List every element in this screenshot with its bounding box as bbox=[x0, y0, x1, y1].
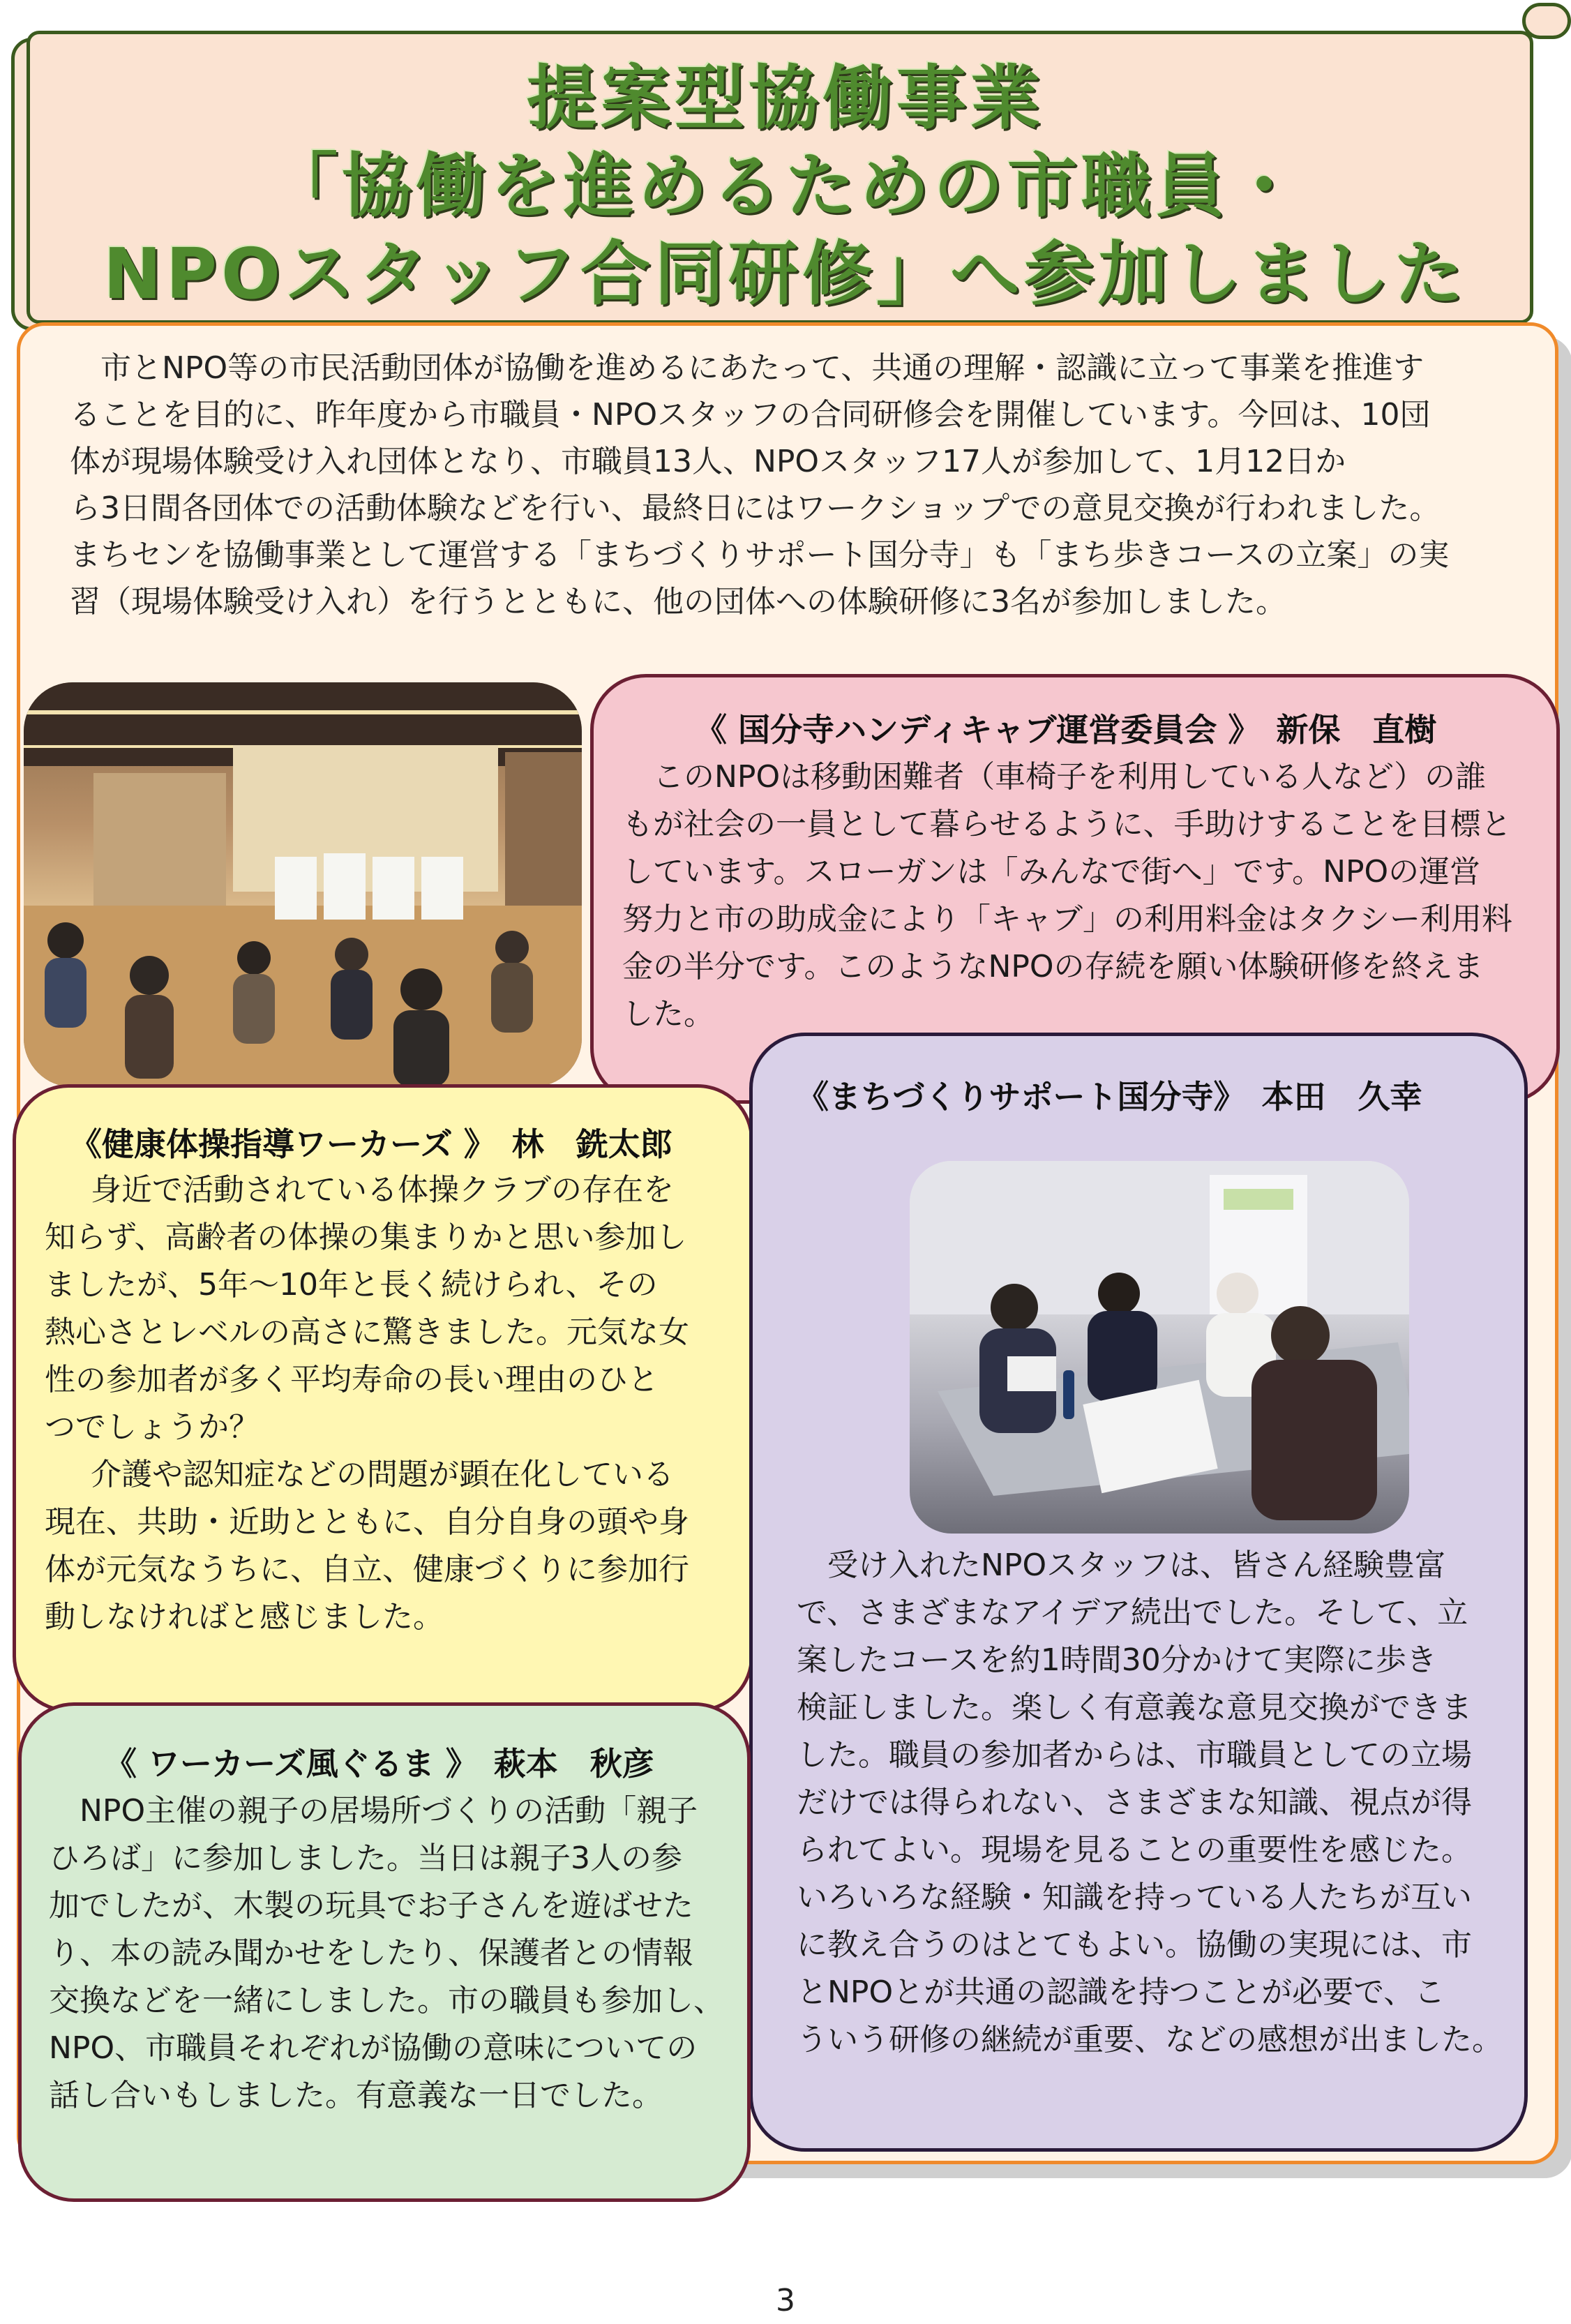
health-exercise-line: 体が元気なうちに、自立、健康づくりに参加行 bbox=[45, 1552, 689, 1587]
intro-line: ら3日間各団体での活動体験などを行い、最終日にはワークショップでの意見交換が行われました。 bbox=[70, 490, 1441, 526]
machizukuri-line: 受け入れたNPOスタッフは、皆さん経験豊富 bbox=[827, 1547, 1446, 1583]
kazaguruma-heading: 《 ワーカーズ風ぐるま 》 萩本 秋彦 bbox=[105, 1745, 654, 1783]
handicab-line: しています。スローガンは「みんなで街へ」です。NPOの運営 bbox=[622, 854, 1481, 890]
intro-line: まちセンを協働事業として運営する「まちづくりサポート国分寺」も「まち歩きコースの立案」の実 bbox=[70, 537, 1450, 573]
machizukuri-line: で、さまざまなアイデア続出でした。そして、立 bbox=[797, 1595, 1468, 1630]
machizukuri-line: ういう研修の継続が重要、などの感想が出ました。 bbox=[797, 2022, 1503, 2057]
machizukuri-line: した。職員の参加者からは、市職員としての立場 bbox=[797, 1737, 1472, 1773]
handicab-heading: 《 国分寺ハンディキャブ運営委員会 》 新保 直樹 bbox=[695, 711, 1437, 749]
health-exercise-line: 身近で活動されている体操クラブの存在を bbox=[91, 1172, 674, 1208]
machizukuri-line: とNPOとが共通の認識を持つことが必要で、こ bbox=[797, 1974, 1445, 2010]
kazaguruma-text bbox=[49, 1787, 739, 2120]
meeting-table-photo bbox=[910, 1161, 1409, 1534]
kazaguruma-line: NPO主催の親子の居場所づくりの活動「親子 bbox=[80, 1793, 698, 1829]
handicab-line: 金の半分です。このようなNPOの存続を願い体験研修を終えま bbox=[622, 949, 1484, 984]
intro-paragraph bbox=[70, 345, 1514, 625]
machizukuri-text bbox=[797, 1542, 1515, 2064]
kazaguruma-line: り、本の読み聞かせをしたり、保護者との情報 bbox=[49, 1935, 693, 1971]
scroll-roll-top bbox=[1522, 3, 1571, 39]
health-exercise-line: 知らず、高齢者の体操の集まりかと思い参加し bbox=[45, 1220, 687, 1255]
health-exercise-line: 介護や認知症などの問題が顕在化している bbox=[91, 1457, 674, 1492]
machizukuri-line: だけでは得られない、さまざまな知識、視点が得 bbox=[797, 1785, 1472, 1820]
machizukuri-line: られてよい。現場を見ることの重要性を感じた。 bbox=[797, 1832, 1472, 1868]
kazaguruma-line: 加でしたが、木製の玩具でお子さんを遊ばせた bbox=[49, 1888, 693, 1924]
title-line-2: 「協働を進めるための市職員・ bbox=[268, 145, 1303, 227]
health-exercise-heading: 《健康体操指導ワーカーズ 》 林 銑太郎 bbox=[70, 1125, 672, 1163]
intro-line: 習（現場体験受け入れ）を行うとともに、他の団体への体験研修に3名が参加しました。 bbox=[70, 584, 1286, 620]
machizukuri-line: 検証しました。楽しく有意義な意見交換ができま bbox=[797, 1690, 1472, 1725]
handicab-line: 努力と市の助成金により「キャブ」の利用料金はタクシー利用料 bbox=[622, 901, 1512, 937]
health-exercise-line: 現在、共助・近助とともに、自分自身の頭や身 bbox=[45, 1504, 689, 1540]
health-exercise-line: つでしょうか？ bbox=[45, 1409, 260, 1445]
handicab-line: このNPOは移動困難者（車椅子を利用している人など）の誰 bbox=[653, 759, 1487, 795]
title-line-3: NPOスタッフ合同研修」へ参加しました bbox=[103, 233, 1468, 315]
health-exercise-text bbox=[45, 1167, 735, 1641]
health-exercise-line: 動しなければと感じました。 bbox=[45, 1599, 444, 1635]
workshop-hall-illustration bbox=[24, 682, 582, 1087]
handicab-text bbox=[622, 754, 1543, 1038]
kazaguruma-line: 話し合いもしました。有意義な一日でした。 bbox=[49, 2078, 663, 2113]
title-line-1: 提案型協働事業 bbox=[527, 57, 1044, 139]
kazaguruma-line: ひろば」に参加しました。当日は親子3人の参 bbox=[49, 1841, 682, 1876]
machizukuri-line: いろいろな経験・知識を持っている人たちが互い bbox=[797, 1880, 1472, 1915]
handicab-line: もが社会の一員として暮らせるように、手助けすることを目標と bbox=[622, 807, 1512, 842]
meeting-table-illustration bbox=[910, 1161, 1409, 1534]
machizukuri-heading: 《まちづくりサポート国分寺》 本田 久幸 bbox=[797, 1078, 1422, 1116]
kazaguruma-line: 交換などを一緒にしました。市の職員も参加し、 bbox=[49, 1983, 724, 2018]
intro-line: 市とNPO等の市民活動団体が協働を進めるにあたって、共通の理解・認識に立って事業を推進す bbox=[100, 350, 1425, 386]
page-number: 3 bbox=[776, 2283, 795, 2318]
health-exercise-line: 性の参加者が多く平均寿命の長い理由のひと bbox=[45, 1362, 659, 1397]
health-exercise-line: 熱心さとレベルの高さに驚きました。元気な女 bbox=[45, 1314, 689, 1350]
intro-line: ることを目的に、昨年度から市職員・NPOスタッフの合同研修会を開催しています。今回は、10団 bbox=[70, 397, 1431, 433]
handicab-line: した。 bbox=[622, 996, 714, 1032]
health-exercise-line: ましたが、5年〜10年と長く続けられ、その bbox=[45, 1267, 658, 1303]
kazaguruma-line: NPO、市職員それぞれが協働の意味についての bbox=[49, 2030, 698, 2066]
workshop-hall-photo bbox=[24, 682, 582, 1087]
intro-line: 体が現場体験受け入れ団体となり、市職員13人、NPOスタッフ17人が参加して、1月12日か bbox=[70, 444, 1346, 479]
machizukuri-line: に教え合うのはとてもよい。協働の実現には、市 bbox=[797, 1927, 1472, 1963]
machizukuri-line: 案したコースを約1時間30分かけて実際に歩き bbox=[797, 1642, 1437, 1678]
